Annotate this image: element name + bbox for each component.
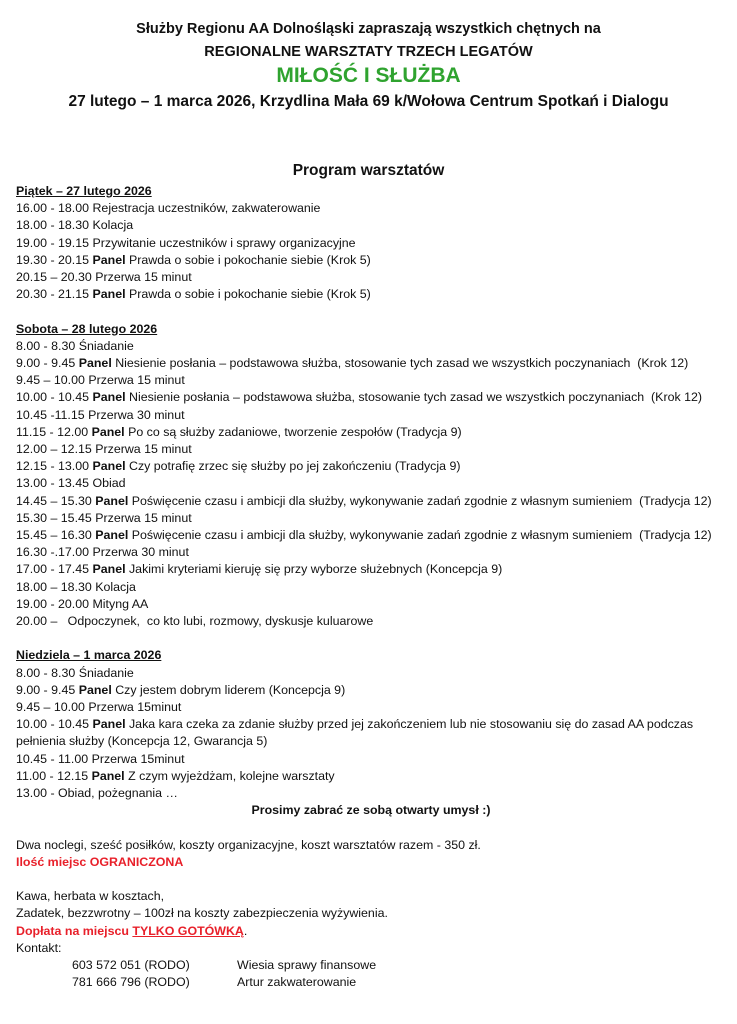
- item-text: Po co są służby zadaniowe, tworzenie zespołów (Tradycja 9): [124, 424, 462, 439]
- item-text: Przerwa 15 minut: [95, 510, 192, 525]
- panel-label: Panel: [91, 424, 125, 439]
- item-time: 16.00 - 18.00: [16, 201, 90, 216]
- schedule-item: [16, 200, 726, 217]
- schedule-item: [16, 424, 726, 441]
- schedule-item: [16, 665, 726, 682]
- limited-places: Ilość miejsc OGRANICZONA: [16, 854, 184, 869]
- schedule-item: [16, 217, 726, 234]
- schedule-item: [16, 510, 726, 527]
- panel-label: Panel: [92, 287, 126, 302]
- item-time: 19.00 - 20.00: [16, 596, 90, 611]
- schedule-item: [16, 527, 726, 544]
- item-text: Czy potrafię zrzec się służby po jej zakończeniu (Tradycja 9): [125, 459, 461, 474]
- schedule-item: [16, 252, 726, 269]
- item-text: Jaka kara czeka za zdanie służby przed jej zakończeniem lub nie stosowaniu się do zasad AA podczas pełnienia służby (Koncepcja 12, Gwarancja 5): [16, 717, 697, 749]
- item-time: 10.00 - 10.45: [16, 390, 90, 405]
- item-time: 11.00 - 12.15: [16, 768, 89, 783]
- item-text: Niesienie posłania – podstawowa służba, stosowanie tych zasad we wszystkich poczynaniach (Krok 12): [111, 356, 689, 371]
- item-time: 9.45 – 10.00: [16, 373, 85, 388]
- item-text: Przerwa 15minut: [91, 751, 185, 766]
- schedule-item: [16, 785, 726, 802]
- item-text: Przerwa 15 minut: [95, 270, 192, 285]
- panel-label: Panel: [95, 493, 129, 508]
- item-text: Czy jestem dobrym liderem (Koncepcja 9): [111, 682, 346, 697]
- schedule-item: [16, 561, 726, 578]
- day-section: [16, 183, 726, 303]
- panel-label: Panel: [91, 768, 125, 783]
- item-text: Niesienie posłania – podstawowa służba, stosowanie tych zasad we wszystkich poczynaniach (Krok 12): [125, 390, 703, 405]
- item-time: 15.45 – 16.30: [16, 528, 92, 543]
- item-time: 15.30 – 15.45: [16, 510, 92, 525]
- coffee-text: Kawa, herbata w kosztach,: [16, 889, 165, 904]
- item-text: Przywitanie uczestników i sprawy organizacyjne: [92, 235, 356, 250]
- item-text: Kolacja: [95, 579, 136, 594]
- schedule-item: [16, 269, 726, 286]
- day-title: Sobota – 28 lutego 2026: [16, 321, 158, 336]
- item-time: 18.00 – 18.30: [16, 579, 92, 594]
- schedule-item: [16, 579, 726, 596]
- item-time: 9.00 - 9.45: [16, 682, 76, 697]
- item-text: Przerwa 15 minut: [88, 373, 185, 388]
- item-time: 8.00 - 8.30: [16, 338, 76, 353]
- panel-label: Panel: [92, 252, 126, 267]
- item-time: 18.00 - 18.30: [16, 218, 90, 233]
- item-text: Poświęcenie czasu i ambicji dla służby, wykonywanie zadań zgodnie z własnym sumieniem (Tradycja 12): [128, 493, 712, 508]
- program: [16, 183, 726, 991]
- schedule-item: [16, 596, 726, 613]
- item-text: Przerwa 30 minut: [88, 407, 185, 422]
- item-time: 19.30 - 20.15: [16, 252, 90, 267]
- item-text: Poświęcenie czasu i ambicji dla służby, wykonywanie zadań zgodnie z własnym sumieniem (Tradycja 12): [128, 528, 712, 543]
- item-time: 20.15 – 20.30: [16, 270, 92, 285]
- schedule-item: [16, 458, 726, 475]
- schedule-item: [16, 338, 726, 355]
- item-text: Mityng AA: [92, 596, 149, 611]
- item-time: 8.00 - 8.30: [16, 665, 76, 680]
- contact-row: 781 666 796 (RODO) Artur zakwaterowanie: [72, 975, 357, 990]
- item-text: Przerwa 15minut: [88, 700, 182, 715]
- day-title: Piątek – 27 lutego 2026: [16, 184, 152, 198]
- item-text: Kolacja: [92, 218, 134, 233]
- item-time: 10.00 - 10.45: [16, 717, 90, 732]
- item-time: 20.00 –: [16, 614, 58, 629]
- item-time: 10.45 - 11.00: [16, 751, 89, 766]
- item-time: 9.45 – 10.00: [16, 700, 85, 715]
- schedule-item: [16, 235, 726, 252]
- item-time: 14.45 – 15.30: [16, 493, 92, 508]
- schedule-item: [16, 441, 726, 458]
- schedule-item: [16, 768, 726, 785]
- item-text: Z czym wyjeżdżam, kolejne warsztaty: [124, 768, 335, 783]
- contact-label: Kontakt:: [16, 940, 62, 955]
- panel-label: Panel: [92, 459, 126, 474]
- item-text: Obiad: [92, 476, 126, 491]
- item-time: 10.45 -11.15: [16, 407, 85, 422]
- item-time: 17.00 - 17.45: [16, 562, 90, 577]
- schedule-item: [16, 682, 726, 699]
- item-time: 19.00 - 19.15: [16, 235, 90, 250]
- payment-note: Dopłata na miejscu TYLKO GOTÓWKĄ.: [16, 923, 248, 938]
- contact-row: 603 572 051 (RODO) Wiesia sprawy finansowe: [72, 958, 377, 973]
- item-text: Przerwa 15 minut: [95, 442, 192, 457]
- invitation-line: Służby Regionu AA Dolnośląski zapraszają wszystkich chętnych na: [136, 21, 601, 37]
- item-text: Odpoczynek, co kto lubi, rozmowy, dyskusje kuluarowe: [60, 614, 374, 629]
- item-text: Śniadanie: [78, 338, 134, 353]
- item-text: Przerwa 30 minut: [92, 545, 189, 560]
- item-time: 13.00 -: [16, 786, 55, 801]
- item-time: 12.15 - 13.00: [16, 459, 90, 474]
- schedule-item: [16, 699, 726, 716]
- schedule-item: [16, 355, 726, 372]
- deposit-text: Zadatek, bezzwrotny – 100zł na koszty zabezpieczenia wyżywienia.: [16, 906, 388, 921]
- schedule-item: [16, 613, 726, 630]
- day-section: [16, 647, 726, 802]
- item-time: 9.00 - 9.45: [16, 356, 76, 371]
- item-text: Śniadanie: [78, 665, 134, 680]
- day-section: [16, 321, 726, 631]
- item-text: Jakimi kryteriami kieruję się przy wyborze służebnych (Koncepcja 9): [125, 562, 503, 577]
- panel-label: Panel: [92, 390, 126, 405]
- event-title: REGIONALNE WARSZTATY TRZECH LEGATÓW: [204, 44, 533, 60]
- item-time: 12.00 – 12.15: [16, 442, 92, 457]
- panel-label: Panel: [78, 356, 112, 371]
- schedule-item: [16, 407, 726, 424]
- schedule-item: [16, 389, 726, 406]
- event-theme: MIŁOŚĆ I SŁUŻBA: [276, 64, 461, 87]
- day-title: Niedziela – 1 marca 2026: [16, 648, 162, 663]
- schedule-item: [16, 372, 726, 389]
- item-text: Rejestracja uczestników, zakwaterowanie: [92, 201, 321, 216]
- item-time: 16.30 -.17.00: [16, 545, 90, 560]
- item-text: Obiad, pożegnania …: [58, 786, 178, 801]
- schedule-item: [16, 475, 726, 492]
- item-text: Prawda o sobie i pokochanie siebie (Krok 5): [125, 252, 371, 267]
- schedule-item: [16, 544, 726, 561]
- schedule-item: [16, 286, 726, 303]
- panel-label: Panel: [92, 562, 126, 577]
- item-time: 20.30 - 21.15: [16, 287, 90, 302]
- panel-label: Panel: [95, 528, 129, 543]
- closing-note: Prosimy zabrać ze sobą otwarty umysł :): [251, 803, 491, 818]
- panel-label: Panel: [78, 682, 112, 697]
- schedule: [16, 183, 726, 802]
- cash-only: TYLKO GOTÓWKĄ: [132, 923, 244, 938]
- item-text: Prawda o sobie i pokochanie siebie (Krok 5): [125, 287, 371, 302]
- panel-label: Panel: [92, 717, 126, 732]
- schedule-item: [16, 493, 726, 510]
- schedule-item: [16, 716, 726, 750]
- schedule-item: [16, 751, 726, 768]
- costs-text: Dwa noclegi, sześć posiłków, koszty organizacyjne, koszt warsztatów razem - 350 zł.: [16, 837, 481, 852]
- item-time: 11.15 - 12.00: [16, 424, 89, 439]
- event-dates-location: 27 lutego – 1 marca 2026, Krzydlina Mała 69 k/Wołowa Centrum Spotkań i Dialogu: [68, 93, 669, 110]
- item-time: 13.00 - 13.45: [16, 476, 90, 491]
- program-title: Program warsztatów: [292, 162, 445, 179]
